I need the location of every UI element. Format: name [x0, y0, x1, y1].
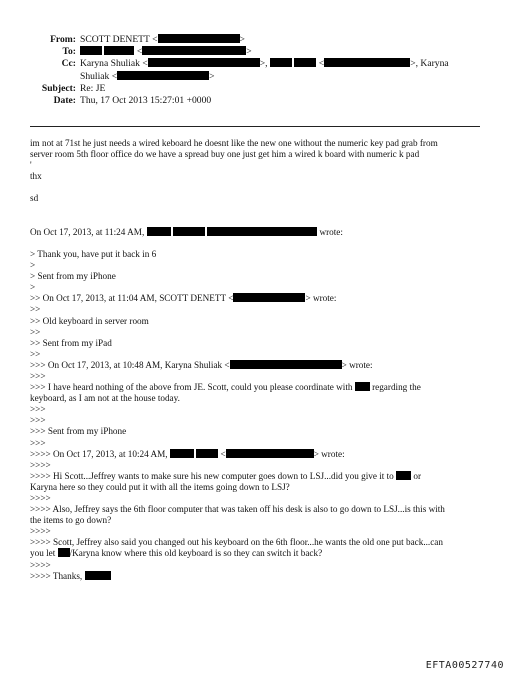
to-open: < [136, 46, 143, 58]
redaction-box [117, 71, 209, 80]
body-line: >>>> [30, 559, 51, 570]
to-label: To: [62, 46, 76, 58]
body-line: the items to go down? [30, 515, 112, 526]
redaction-box [142, 46, 246, 55]
redaction-box [270, 58, 292, 67]
body-line: >>> Sent from my iPhone [30, 426, 127, 437]
redaction-box [355, 382, 370, 391]
body-line: >>> [30, 415, 46, 426]
body-line: >>> [30, 404, 46, 415]
body-line: > Thank you, have put it back in 6 [30, 248, 157, 259]
redaction-box [196, 449, 218, 458]
body-line: >>> I have heard nothing of the above from JE. Scott, could you please coordinate with regarding the [30, 382, 421, 393]
subject-value: Re: JE [80, 82, 106, 94]
body-line: >> Sent from my iPad [30, 337, 112, 348]
quote-header-line: >>>> On Oct 17, 2013, at 10:24 AM, < > wrote: [30, 448, 345, 459]
body-line: keyboard, as I am not at the house today. [30, 393, 180, 404]
body-line: >> [30, 304, 41, 315]
cc-part6: > [209, 70, 215, 82]
body-line: >>> [30, 437, 46, 448]
redaction-box [80, 46, 102, 55]
subject-label: Subject: [41, 82, 76, 94]
body-line: >>>> Also, Jeffrey says the 6th floor computer that was taken off his desk is also to go down to LSJ...is this with [30, 504, 445, 515]
redaction-box [230, 360, 342, 369]
body-line: > [30, 282, 36, 293]
quote-header-line: On Oct 17, 2013, at 11:24 AM, wrote: [30, 226, 343, 237]
header-divider [30, 126, 480, 127]
email-body [30, 138, 485, 582]
body-line: im not at 71st he just needs a wired keboard he doesnt like the new one without the numeric key pad grab from [30, 138, 438, 148]
body-line: >> Old keyboard in server room [30, 315, 149, 326]
body-line: sd [30, 193, 39, 204]
cc-part2: >, [259, 58, 268, 70]
body-line: >>> [30, 370, 46, 381]
redaction-box [148, 58, 260, 67]
body-line: > Sent from my iPhone [30, 271, 116, 282]
date-value: Thu, 17 Oct 2013 15:27:01 +0000 [80, 94, 212, 106]
cc-part3: < [318, 58, 325, 70]
cc-part4: >, Karyna [410, 58, 449, 70]
redaction-box [233, 293, 305, 302]
cc-label: Cc: [61, 58, 76, 70]
body-line: you let /Karyna know where this old keyboard is so they can switch it back? [30, 548, 323, 559]
document-id: EFTA00527740 [425, 660, 504, 671]
body-line: server room 5th floor office do we have a spread buy one just get him a wired k board with numeric k pad [30, 149, 420, 160]
redaction-box [58, 548, 70, 557]
cc-part1: Karyna Shuliak < [80, 58, 148, 70]
body-line: >>>> Scott, Jeffrey also said you changed out his keyboard on the 6th floor...he wants the old one put back...can [30, 537, 443, 548]
to-close: > [246, 46, 252, 58]
cc-part5: Shuliak < [80, 70, 118, 82]
redaction-box [147, 227, 171, 236]
body-line: ' [30, 160, 32, 171]
body-line: >>>> [30, 459, 51, 470]
redaction-box [396, 471, 411, 480]
redaction-box [104, 46, 134, 55]
from-name: SCOTT DENETT < [80, 34, 158, 45]
redaction-box [158, 34, 240, 43]
from-label: From: [50, 34, 76, 45]
redaction-box [85, 571, 111, 580]
body-line: >>>> Thanks, [30, 571, 485, 582]
quote-header-line: >>> On Oct 17, 2013, at 10:48 AM, Karyna Shuliak < > wrote: [30, 359, 373, 370]
body-line: > [30, 260, 36, 271]
body-line: >>>> [30, 493, 51, 503]
body-line: >>>> Hi Scott...Jeffrey wants to make sure his new computer goes down to LSJ...did you give it to or [30, 470, 422, 481]
redaction-box [226, 449, 314, 458]
quote-header-line: >> On Oct 17, 2013, at 11:04 AM, SCOTT DENETT < > wrote: [30, 293, 337, 304]
redaction-box [294, 58, 316, 67]
body-line: >> [30, 348, 41, 359]
redaction-box [170, 449, 194, 458]
redaction-box [173, 227, 205, 236]
body-line: >>>> [30, 526, 51, 537]
body-line: >> [30, 326, 41, 337]
body-line: Karyna here so they could put it with all the items going down to LSJ? [30, 481, 290, 492]
from-close: > [239, 34, 245, 45]
redaction-box [324, 58, 410, 67]
body-line: thx [30, 171, 42, 182]
date-label: Date: [53, 94, 76, 106]
redaction-box [207, 227, 317, 236]
